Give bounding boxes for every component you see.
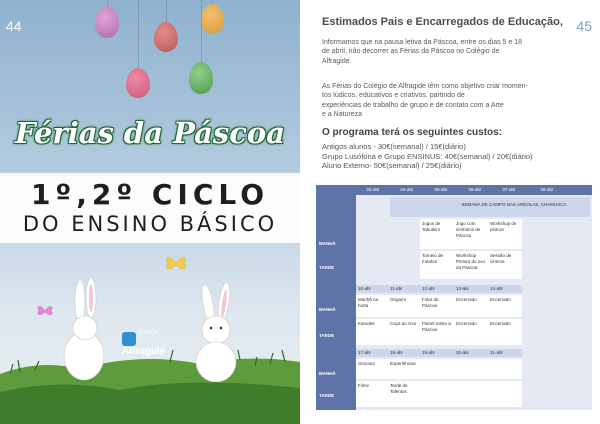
row-label-column — [316, 185, 356, 410]
cover-title: Férias da Páscoa — [14, 116, 286, 150]
easter-egg-green-icon — [189, 62, 213, 94]
page-number-left: 44 — [6, 18, 22, 34]
easter-egg-red-icon — [154, 22, 178, 52]
butterfly-pink-icon — [36, 303, 54, 318]
butterfly-yellow-icon — [164, 253, 188, 273]
egg-string — [138, 0, 139, 72]
costs-heading: O programa terá os seguintes custos: — [322, 127, 503, 138]
owl-logo-icon — [122, 332, 136, 346]
right-page-letter — [300, 0, 600, 424]
cost-item: Antigos alunos - 30€(semanal) / 15€(diário) — [322, 142, 466, 151]
bunny-right-icon — [188, 282, 248, 382]
schedule-table: 03-abr 04-abr 05-abr 06-abr 07-abr 08-abr SEMANA DE CAMPO NAS AREOLAS, CHAMUSCA MANHÃ Jogos de Tabuleiro Jogo com símbolos de Páscoa Workshop de pintura TARDE Torneio de Futebol Workshop Pintura do ovo da Páscoa Sessão de cinema 10-abr 11-abr 12-abr 13-abr 14-abr MANHÃ Manhã na horta Origami Folar da Páscoa Encerrado Encerrado TARDE Karaoke Caça ao Ovo Painel sobre a Páscoa Encerrado Encerrado 17-abr 18-abr 19-abr 20-abr 21-abr MANHÃ Gincana Experiências TARDE Filme Tarde de Talentos — [316, 185, 592, 410]
bunny-left-icon — [58, 276, 112, 382]
cost-item: Aluno Externo- 50€(semanal) / 25€(diário) — [322, 161, 462, 171]
school-level-heading: DO ENSINO BÁSICO — [22, 212, 278, 236]
grass-scene — [0, 304, 300, 424]
greeting-heading: Estimados Pais e Encarregados de Educação, — [322, 16, 563, 28]
objective-paragraph: As Férias do Colégio de Alfragide têm como objetivo criar momen- tos lúdicos, educativos e criativos, partindo de experiências de trabalho de grupo e de contato com a Arte e a Natureza — [322, 83, 528, 119]
cycle-heading: 1º,2º CICLO — [30, 178, 270, 211]
costs-list — [322, 142, 533, 171]
logo-subtitle: Colégio — [138, 330, 159, 336]
intro-paragraph: Informamos que na pausa letiva da Páscoa, entre os dias 5 e 18 de abril, irão decorrer as Férias da Páscoa no Colégio de Alfragide. — [322, 39, 523, 65]
easter-egg-orange-icon — [201, 4, 224, 34]
school-logo — [122, 328, 174, 362]
cost-item: Grupo Lusófona e Grupo ENSINUS: 40€(semanal) / 20€(diário) — [322, 151, 533, 161]
easter-egg-pink-icon — [95, 6, 119, 38]
page-number-right: 45 — [576, 18, 592, 34]
egg-string — [201, 0, 202, 66]
logo-name: Alfragide — [122, 346, 166, 357]
easter-egg-rose-icon — [126, 68, 150, 98]
